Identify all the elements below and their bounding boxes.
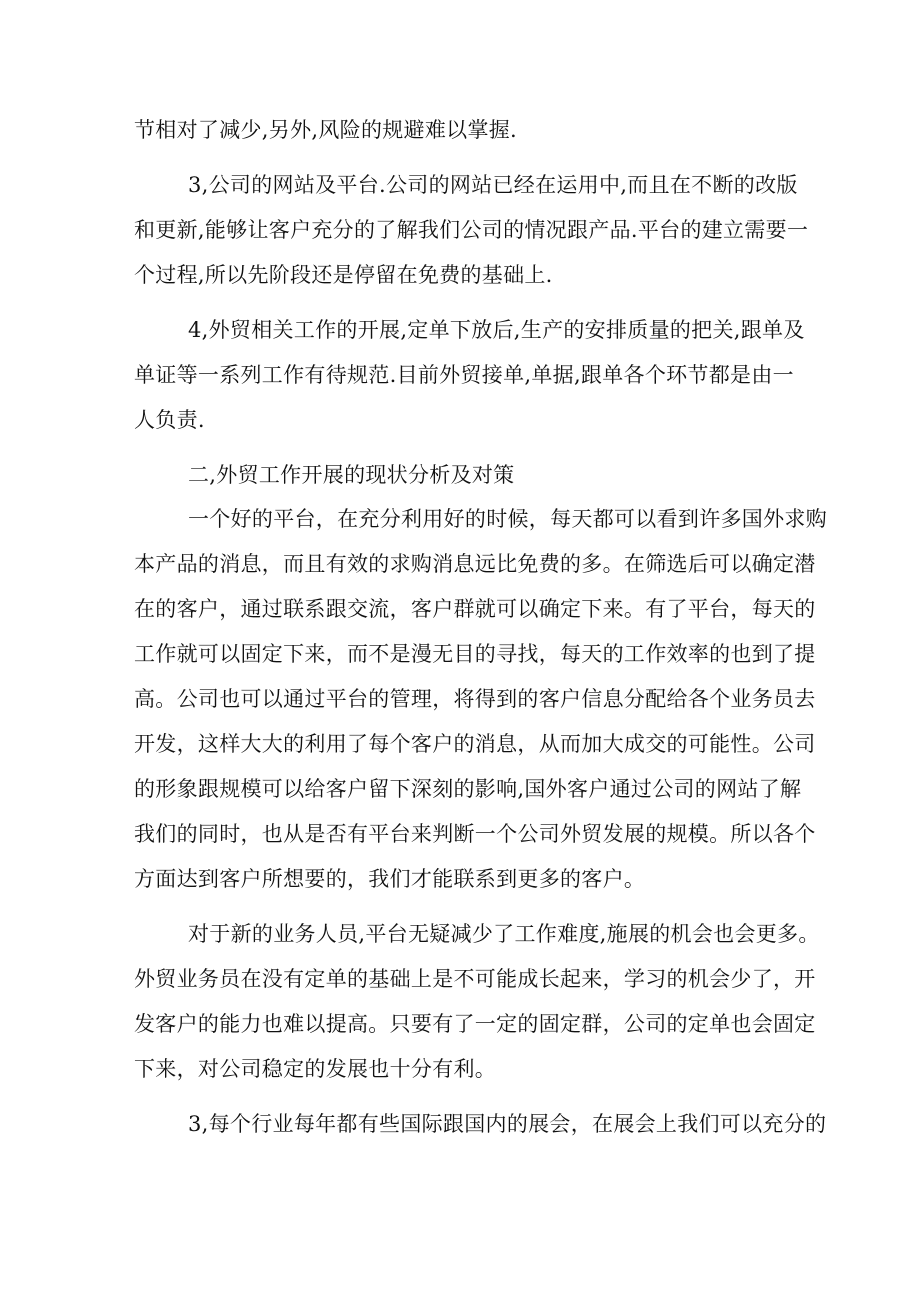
text-line: 节相对了减少,另外,风险的规避难以掌握. [134, 118, 518, 142]
text-line: 下来，对公司稳定的发展也十分有利。 [134, 1057, 497, 1081]
text-line: 发客户的能力也难以提高。只要有了一定的固定群，公司的定单也会固定 [134, 1012, 816, 1036]
text-line: 和更新,能够让客户充分的了解我们公司的情况跟产品.平台的建立需要一 [134, 218, 809, 242]
text-line: 人负责. [134, 408, 205, 432]
section-heading: 二,外贸工作开展的现状分析及对策 [188, 463, 515, 487]
text-line: 本产品的消息，而且有效的求购消息远比免费的多。在筛选后可以确定潜 [134, 552, 816, 576]
text-line: 在的客户，通过联系跟交流，客户群就可以确定下来。有了平台，每天的 [134, 597, 816, 621]
text-line: 高。公司也可以通过平台的管理，将得到的客户信息分配给各个业务员去 [134, 687, 816, 711]
text-line: 我们的同时，也从是否有平台来判断一个公司外贸发展的规模。所以各个 [134, 822, 816, 846]
paragraph-item-3-line: 3,公司的网站及平台.公司的网站已经在运用中,而且在不断的改版 [188, 173, 798, 197]
text-line: 个过程,所以先阶段还是停留在免费的基础上. [134, 263, 553, 287]
paragraph-item-4-line: 4,外贸相关工作的开展,定单下放后,生产的安排质量的把关,跟单及 [188, 318, 805, 342]
text-line: 的形象跟规模可以给客户留下深刻的影响,国外客户通过公司的网站了解 [134, 777, 802, 801]
text-line: 工作就可以固定下来，而不是漫无目的寻找，每天的工作效率的也到了提 [134, 642, 816, 666]
paragraph-line: 一个好的平台，在充分利用好的时候，每天都可以看到许多国外求购 [188, 507, 827, 531]
text-line: 开发，这样大大的利用了每个客户的消息，从而加大成交的可能性。公司 [134, 732, 816, 756]
text-line: 外贸业务员在没有定单的基础上是不可能成长起来，学习的机会少了，开 [134, 967, 816, 991]
text-line: 方面达到客户所想要的，我们才能联系到更多的客户。 [134, 867, 646, 891]
paragraph-item-3b-line: 3,每个行业每年都有些国际跟国内的展会，在展会上我们可以充分的 [188, 1112, 827, 1136]
paragraph-line: 对于新的业务人员,平台无疑减少了工作难度,施展的机会也会更多。 [188, 922, 820, 946]
text-line: 单证等一系列工作有待规范.目前外贸接单,单据,跟单各个环节都是由一 [134, 363, 794, 387]
